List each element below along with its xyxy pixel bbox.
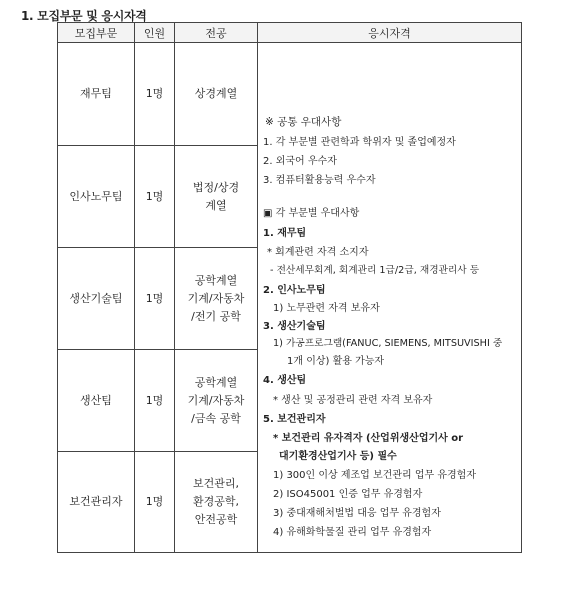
count-cell: 1명: [135, 43, 175, 146]
health-title: 5. 보건관리자: [263, 414, 326, 425]
hr-item: 1) 노무관련 자격 보유자: [273, 303, 380, 314]
major-line: 상경계열: [194, 87, 238, 100]
health-item: 2) ISO45001 인증 업무 유경험자: [273, 489, 423, 500]
major-line: 공학계열: [194, 273, 238, 287]
health-required: 대기환경산업기사 등) 필수: [279, 451, 397, 462]
major-line: 보건관리,: [192, 477, 239, 490]
common-title: ※ 공통 우대사항: [265, 116, 342, 128]
major-line: 공학계열: [194, 375, 238, 389]
header-dept: 모집부문: [58, 23, 135, 43]
common-item: 2. 외국어 우수자: [263, 156, 337, 167]
table-header-row: [58, 23, 522, 43]
dept-cell: 생산팀: [58, 350, 135, 452]
major-cell: [175, 43, 258, 146]
count-cell: 1명: [135, 350, 175, 452]
dept-prefs-title: ▣ 각 부문별 우대사항: [263, 208, 360, 219]
hr-title: 2. 인사노무팀: [263, 285, 326, 296]
table-row-finance: [58, 43, 522, 146]
finance-title: 1. 재무팀: [263, 228, 307, 239]
major-line: 기계/자동차: [187, 393, 245, 407]
header-count: 인원: [135, 23, 175, 43]
major-line: 기계/자동차: [187, 291, 245, 305]
major-cell: [175, 350, 258, 452]
major-line: /전기 공학: [191, 309, 241, 323]
health-item: 3) 중대재해처벌법 대응 업무 유경험자: [273, 508, 441, 519]
health-item: 4) 유해화학물질 관리 업무 유경험자: [273, 527, 432, 538]
major-cell: [175, 146, 258, 248]
dept-cell: 생산기술팀: [58, 248, 135, 350]
dept-cell: 재무팀: [58, 43, 135, 146]
common-item: 3. 컴퓨터활용능력 우수자: [263, 175, 376, 186]
finance-item: * 회계관련 자격 소지자: [267, 247, 369, 258]
section-title: 1. 모집부문 및 응시자격: [21, 9, 147, 23]
health-item: 1) 300인 이상 제조업 보건관리 업무 유경험자: [273, 470, 476, 481]
count-cell: 1명: [135, 146, 175, 248]
header-qualifications: 응시자격: [258, 23, 522, 43]
count-cell: 1명: [135, 248, 175, 350]
qualifications-cell: [258, 43, 522, 553]
production-title: 4. 생산팀: [263, 375, 307, 386]
common-item: 1. 각 부문별 관련학과 학위자 및 졸업예정자: [263, 137, 456, 148]
finance-item: - 전산세무회계, 회계관리 1급/2급, 재경관리사 등: [270, 265, 480, 276]
prodtech-title: 3. 생산기술팀: [263, 321, 326, 332]
prodtech-item: 1개 이상) 활용 가능자: [287, 356, 385, 367]
prodtech-item: 1) 가공프로그램(FANUC, SIEMENS, MITSUVISHI 중: [273, 338, 503, 349]
major-line: 안전공학: [194, 513, 238, 526]
production-item: * 생산 및 공정관리 관련 자격 보유자: [273, 395, 433, 406]
major-line: /금속 공학: [191, 411, 241, 425]
health-required: * 보건관리 유자격자 (산업위생산업기사 or: [273, 433, 464, 444]
header-major: 전공: [175, 23, 258, 43]
dept-cell: 인사노무팀: [58, 146, 135, 248]
major-cell: [175, 452, 258, 553]
major-line: 계열: [205, 198, 227, 212]
dept-cell: 보건관리자: [58, 452, 135, 553]
recruitment-table: [57, 22, 522, 553]
major-line: 법정/상경: [192, 180, 240, 194]
count-cell: 1명: [135, 452, 175, 553]
major-line: 환경공학,: [192, 495, 239, 508]
major-cell: [175, 248, 258, 350]
